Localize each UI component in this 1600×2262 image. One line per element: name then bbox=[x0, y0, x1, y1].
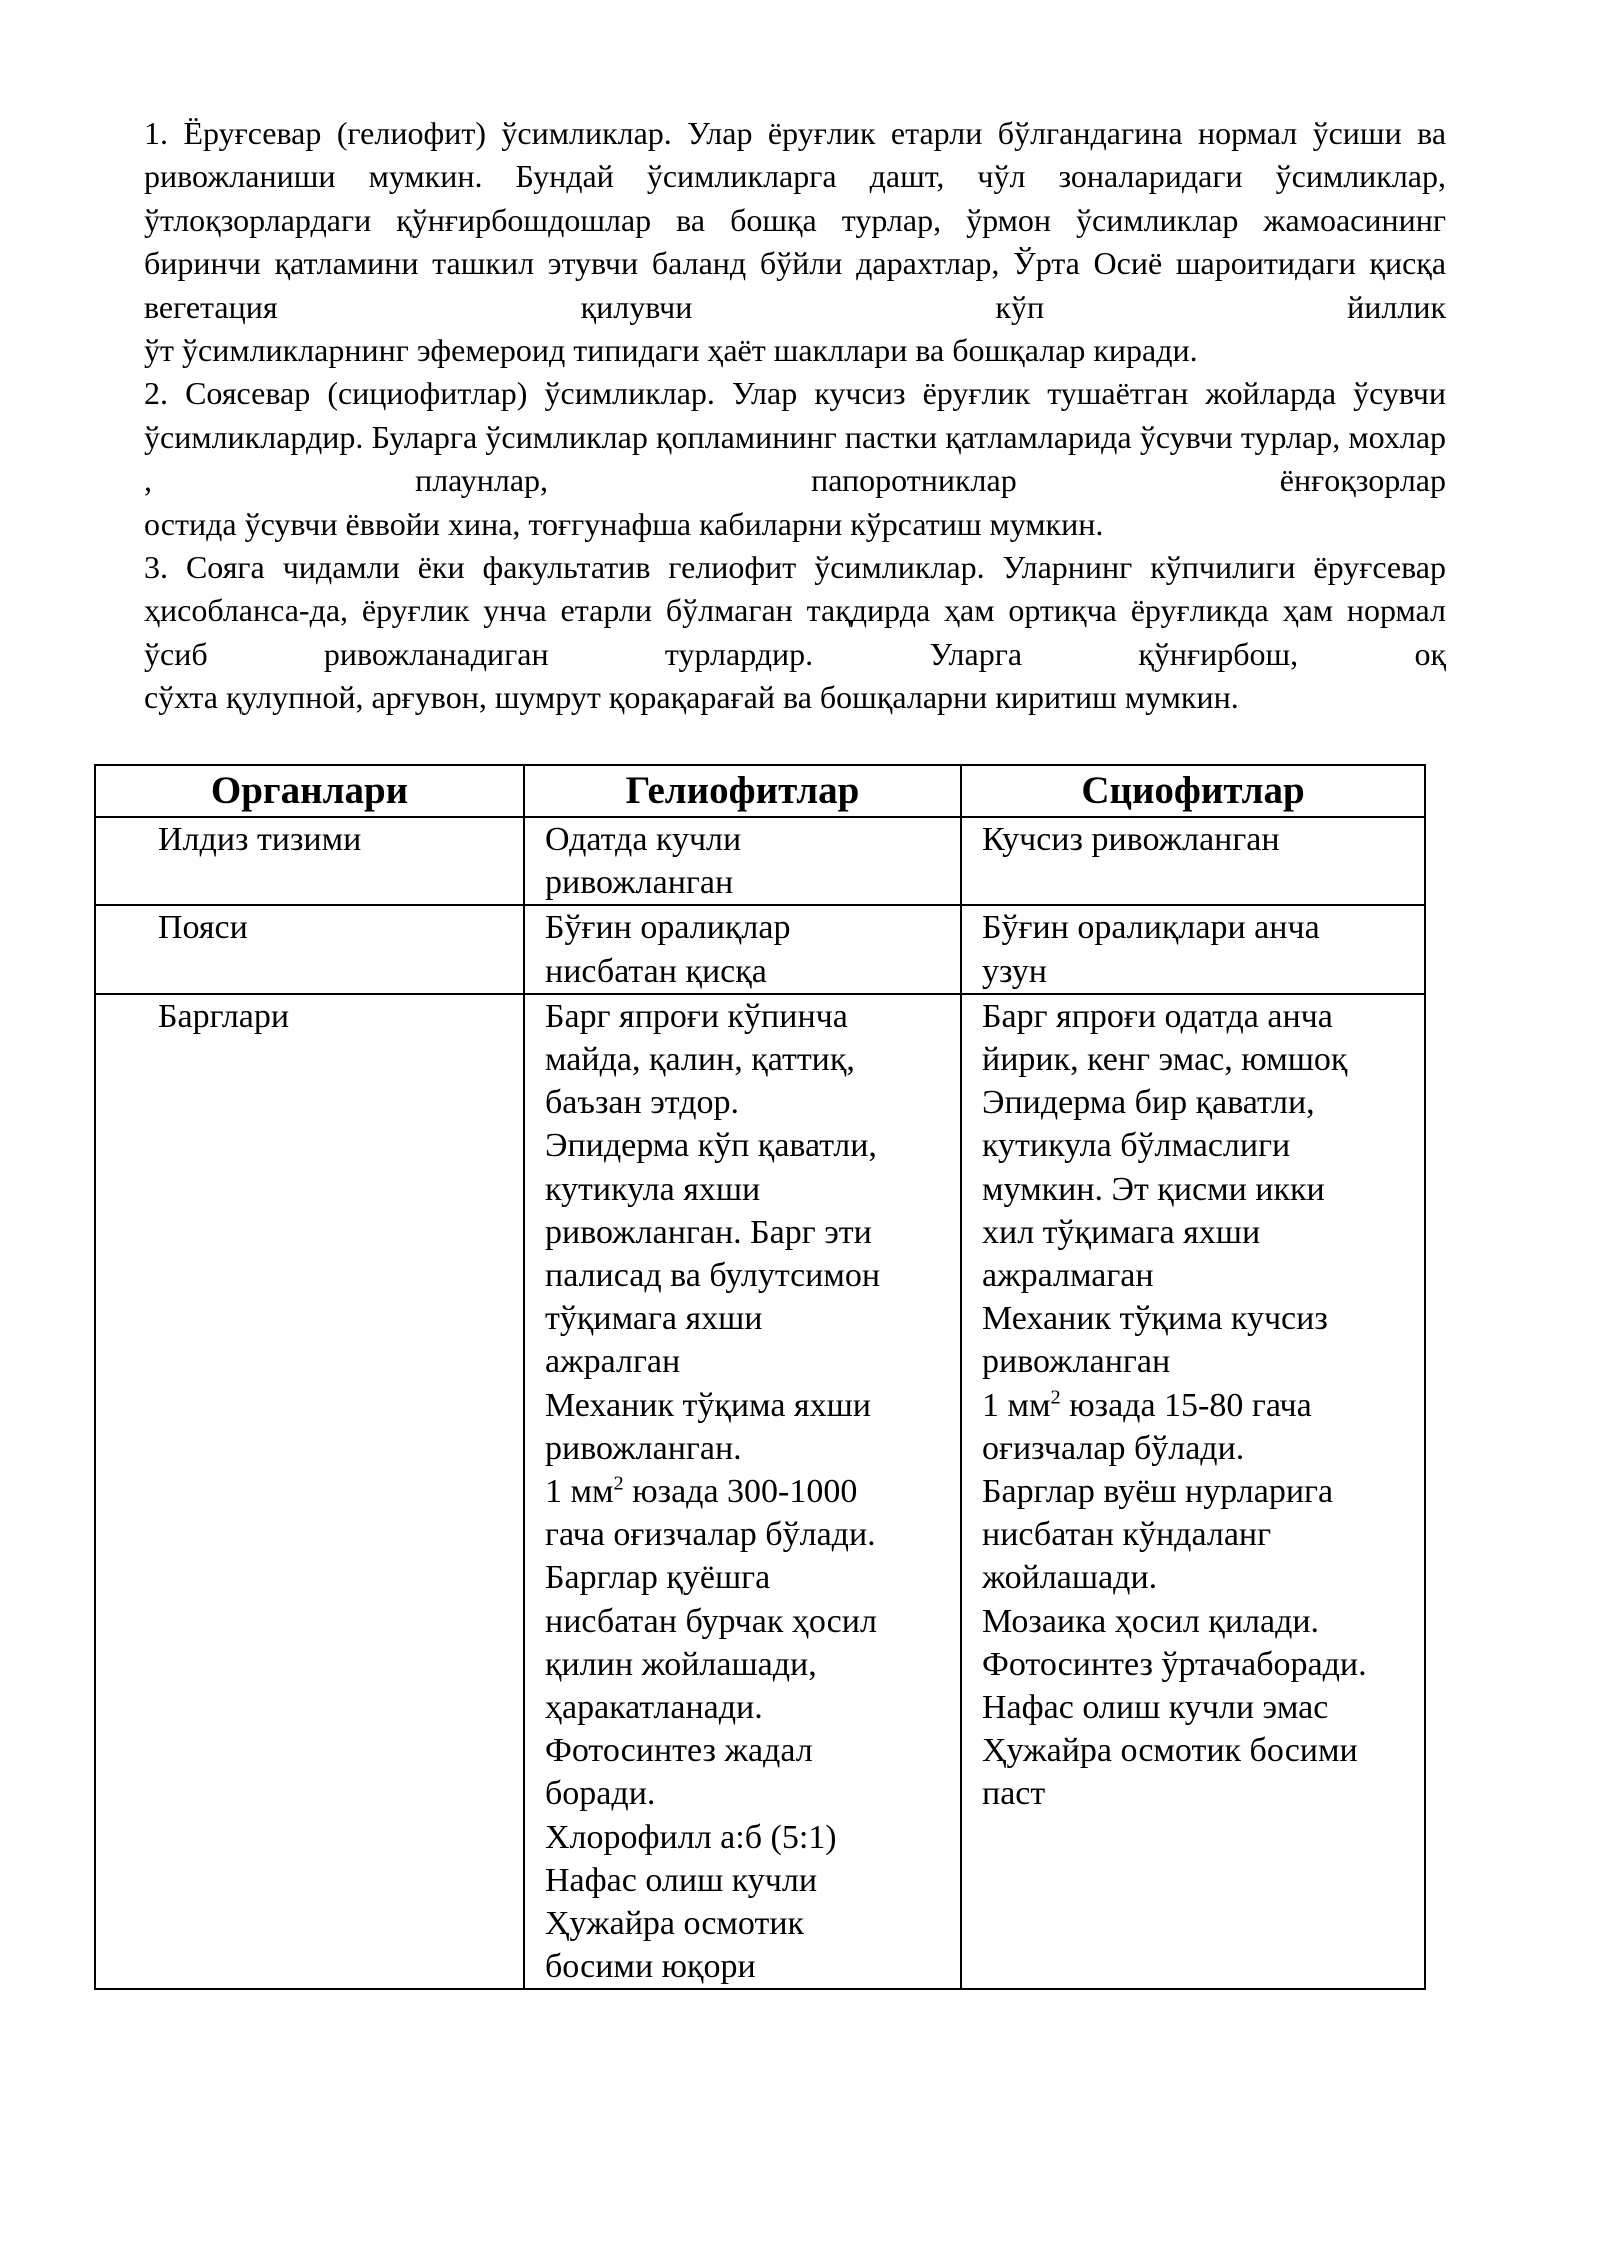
paragraph-shade-tolerant: 3. Сояга чидамли ёки факультатив гелиофит ўсимликлар. Уларнинг кўпчилиги ёруғсевар ҳисобланса-да, ёруғлик унча етарли бўлмаган тақдирда ҳам ортиқча ёруғликда ҳам нормал ўсиб ривожланадиган турлардир. Уларга қўнғирбош, оқ сўхта қулупной, арғувон, шумрут қорақарағай ва бошқаларни киритиш мумкин. bbox=[144, 549, 1447, 716]
sciophyte-cell: Бўғин оралиқлари анча узун bbox=[961, 905, 1425, 993]
stomata-density-line: 1 $мм^2$ юзада 15-80 гача bbox=[982, 1386, 1312, 1424]
paragraph-sciophytes: 2. Соясевар (сициофитлар) ўсимликлар. Улар кучсиз ёруғлик тушаётган жойларда ўсувчи ўсимликлардир. Буларга ўсимликлар қопламининг пастки қатламларида ўсувчи турлар, мохлар , плаунлар, папоротниклар ёнғоқзорлар остида ўсувчи ёввойи хина, тоғгунафша кабиларни кўрсатиш мумкин. bbox=[144, 375, 1447, 542]
organ-cell: Пояси bbox=[95, 905, 524, 993]
header-sciophytes: Сциофитлар bbox=[961, 765, 1425, 817]
heliophyte-cell: Бўғин оралиқлар нисбатан қисқа bbox=[524, 905, 961, 993]
header-organs: Органлари bbox=[95, 765, 524, 817]
table-row bbox=[95, 994, 1425, 1990]
paragraph-heliophytes: 1. Ёруғсевар (гелиофит) ўсимликлар. Улар ёруғлик етарли бўлгандагина нормал ўсиши ва ривожланиши мумкин. Бундай ўсимликларга дашт, чўл зоналаридаги ўсимликлар, ўтлоқзорлардаги қўнғирбошдошлар ва бошқа турлар, ўрмон ўсимликлар жамоасининг биринчи қатламини ташкил этувчи баланд бўйли дарахтлар, Ўрта Осиё шароитидаги қисқа вегетация қилувчи кўп йиллик ўт ўсимликларнинг эфемероид типидаги ҳаёт шакллари ва бошқалар киради. bbox=[144, 115, 1447, 369]
table-row bbox=[95, 905, 1425, 993]
organ-cell: Илдиз тизими bbox=[95, 817, 524, 905]
sciophyte-cell: Барг япроғи одатда анча йирик, кенг эмас, юмшоқ Эпидерма бир қаватли, кутикула бўлмаслиги мумкин. Эт қисми икки хил тўқимага яхши ажралмаган Механик тўқима кучсиз ривожланган 1 $мм^2$ юзада 15-80 гача оғизчалар бўлади. Барглар вуёш нурларига нисбатан кўндаланг жойлашади. Мозаика ҳосил қилади. Фотосинтез ўртачаборади. Нафас олиш кучли эмас Ҳужайра осмотик босими паст bbox=[961, 994, 1425, 1990]
sciophyte-cell: Кучсиз ривожланган bbox=[961, 817, 1425, 905]
table-header-row bbox=[95, 765, 1425, 817]
heliophyte-cell: Одатда кучли ривожланган bbox=[524, 817, 961, 905]
comparison-table bbox=[94, 764, 1426, 1990]
header-heliophytes: Гелиофитлар bbox=[524, 765, 961, 817]
intro-text bbox=[144, 112, 1446, 720]
heliophyte-cell: Барг япроғи кўпинча майда, қалин, қаттиқ, баъзан этдор. Эпидерма кўп қаватли, кутикула яхши ривожланган. Барг эти палисад ва булутсимон тўқимага яхши ажралган Механик тўқима яхши ривожланган. 1 $мм^2$ юзада 300-1000 гача оғизчалар бўлади. Барглар қуёшга нисбатан бурчак ҳосил қилин жойлашади, ҳаракатланади. Фотосинтез жадал боради. Хлорофилл а:б (5:1) Нафас олиш кучли Ҳужайра осмотик босими юқори bbox=[524, 994, 961, 1990]
stomata-density-line: 1 $мм^2$ юзада 300-1000 bbox=[545, 1472, 858, 1511]
organ-cell: Барглари bbox=[95, 994, 524, 1990]
table-row bbox=[95, 817, 1425, 905]
